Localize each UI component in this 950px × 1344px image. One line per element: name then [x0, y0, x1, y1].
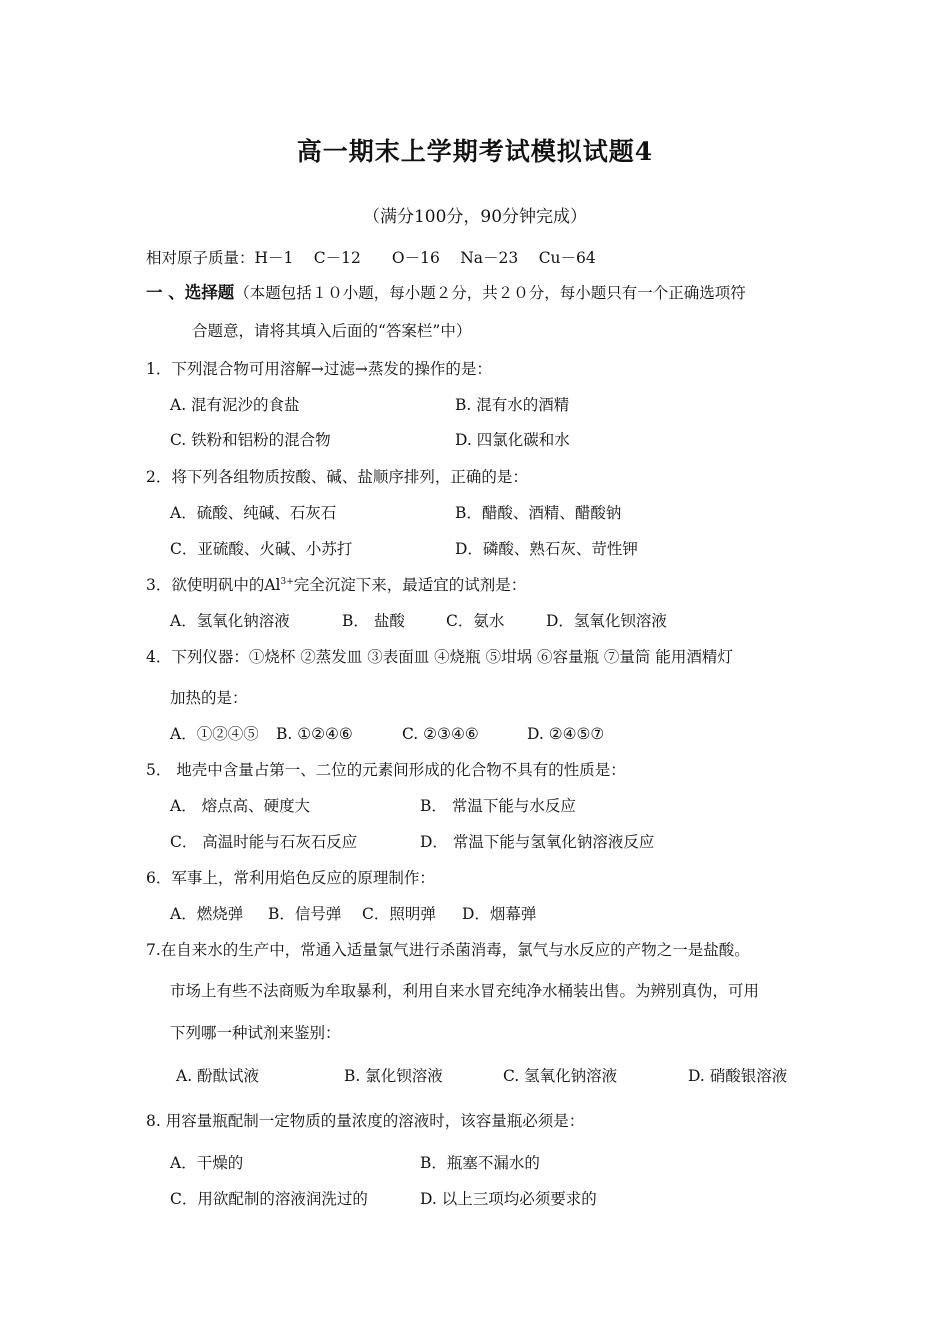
question-3-stem-suffix: 完全沉淀下来，最适宜的试剂是：	[293, 576, 527, 594]
question-2-stem: 2．将下列各组物质按酸、碱、盐顺序排列，正确的是：	[146, 468, 528, 486]
question-7-option-a: A. 酚酞试液	[176, 1067, 260, 1085]
question-3-charge: 3+	[280, 576, 294, 587]
question-7-option-c: C. 氢氧化钠溶液	[503, 1067, 618, 1085]
question-8-option-a: A．干燥的	[170, 1154, 244, 1172]
question-8-option-c: C．用欲配制的溶液润洗过的	[170, 1190, 368, 1208]
question-2-option-b: B．醋酸、酒精、醋酸钠	[455, 504, 622, 522]
question-6-option-b: B．信号弹	[268, 905, 342, 923]
question-1-option-b: B. 混有水的酒精	[455, 396, 570, 414]
question-8-option-d: D. 以上三项均必须要求的	[420, 1190, 597, 1208]
question-1-option-d: D. 四氯化碳和水	[455, 431, 570, 449]
atomic-masses: 相对原子质量：H－1 C－12 O－16 Na－23 Cu－64	[146, 249, 596, 267]
question-3-stem-prefix: 3．欲使明矾中的Al	[146, 576, 281, 594]
question-5-option-a: A． 熔点高、硬度大	[170, 797, 311, 815]
question-8-stem: 8. 用容量瓶配制一定物质的量浓度的溶液时，该容量瓶必须是：	[146, 1112, 585, 1130]
section-intro-cont: 合题意，请将其填入后面的“答案栏”中）	[192, 322, 472, 340]
question-1-option-c: C. 铁粉和铝粉的混合物	[170, 431, 331, 449]
question-7-stem-cont-1: 市场上有些不法商贩为牟取暴利，利用自来水冒充纯净水桶装出售。为辨别真伪，可用	[170, 982, 760, 1000]
question-4-stem-cont: 加热的是：	[170, 689, 248, 707]
question-3-option-d: D．氢氧化钡溶液	[546, 612, 667, 630]
question-5-option-b: B． 常温下能与水反应	[420, 797, 576, 815]
question-4-option-d: D. ②④⑤⑦	[527, 725, 605, 743]
question-4-option-c: C. ②③④⑥	[402, 725, 479, 743]
section-intro: （本题包括１０小题，每小题２分，共２０分，每小题只有一个正确选项符	[234, 284, 746, 302]
section-heading	[146, 283, 746, 303]
question-3-option-b: B． 盐酸	[342, 612, 405, 630]
question-3-stem	[146, 575, 526, 595]
question-7-stem: 7.在自来水的生产中，常通入适量氯气进行杀菌消毒，氯气与水反应的产物之一是盐酸。	[146, 941, 750, 959]
question-8-option-b: B．瓶塞不漏水的	[420, 1154, 540, 1172]
question-7-option-b: B. 氯化钡溶液	[344, 1067, 443, 1085]
question-6-stem: 6．军事上，常利用焰色反应的原理制作：	[146, 869, 435, 887]
question-6-option-c: C．照明弹	[362, 905, 436, 923]
question-5-stem: 5． 地壳中含量占第一、二位的元素间形成的化合物不具有的性质是：	[146, 761, 626, 779]
question-3-option-c: C．氨水	[446, 612, 505, 630]
question-1-stem: 1．下列混合物可用溶解→过滤→蒸发的操作的是：	[146, 360, 492, 378]
question-7-stem-cont-2: 下列哪一种试剂来鉴别：	[170, 1024, 341, 1042]
question-6-option-a: A．燃烧弹	[170, 905, 244, 923]
question-3-option-a: A．氢氧化钠溶液	[170, 612, 290, 630]
question-5-option-d: D． 常温下能与氢氧化钠溶液反应	[420, 833, 655, 851]
question-4-option-b: B. ①②④⑥	[276, 725, 353, 743]
question-4-option-a: A．①②④⑤	[170, 725, 259, 743]
question-2-option-c: C．亚硫酸、火碱、小苏打	[170, 540, 353, 558]
question-4-stem: 4．下列仪器：①烧杯 ②蒸发皿 ③表面皿 ④烧瓶 ⑤坩埚 ⑥容量瓶 ⑦量筒 能用酒精灯	[146, 648, 733, 666]
question-2-option-d: D．磷酸、熟石灰、苛性钾	[455, 540, 638, 558]
question-2-option-a: A．硫酸、纯碱、石灰石	[170, 504, 337, 522]
section-label: 一 、选择题	[146, 283, 235, 302]
page-title: 高一期末上学期考试模拟试题4	[296, 137, 654, 166]
question-6-option-d: D．烟幕弹	[462, 905, 537, 923]
page-subtitle: （满分100分，90分钟完成）	[362, 207, 588, 227]
question-7-option-d: D. 硝酸银溶液	[688, 1067, 788, 1085]
question-5-option-c: C． 高温时能与石灰石反应	[170, 833, 358, 851]
question-1-option-a: A. 混有泥沙的食盐	[170, 396, 300, 414]
